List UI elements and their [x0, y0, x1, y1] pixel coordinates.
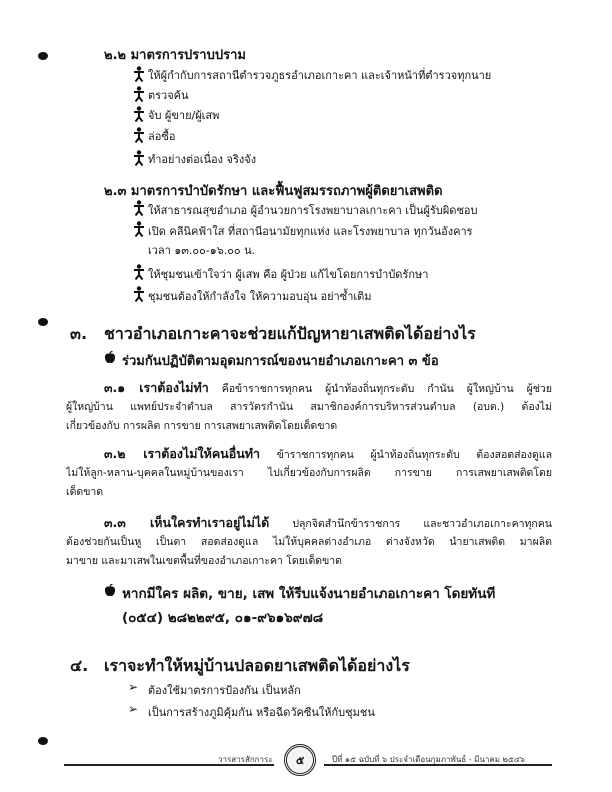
paragraph-3-3-line-3: มาขาย และมาเสพในเขตพื้นที่ของอำเภอเกาะคา โดยเด็ดขาด: [66, 555, 342, 567]
punch-hole-bottom: [38, 737, 48, 745]
section-3-number: ๓.: [70, 324, 88, 343]
paragraph-3-2-line-3: เด็ดขาด: [66, 486, 104, 498]
person-icon: [133, 150, 145, 166]
list-item: ทำอย่างต่อเนื่อง จริงจัง: [148, 153, 257, 166]
list-item: ให้สาธารณสุขอำเภอ ผู้อำนวยการโรงพยาบาลเกาะคา เป็นผู้รับผิดชอบ: [148, 204, 478, 217]
paragraph-text: ข้าราชการทุกคน ผู้นำท้องถิ่นทุกระดับ ต้องสอดส่องดูแล: [276, 449, 552, 461]
person-icon: [133, 286, 145, 302]
arrow-right-icon: ➢: [128, 680, 139, 694]
list-item: ให้ผู้กำกับการสถานีตำรวจภูธรอำเภอเกาะคา และเจ้าหน้าที่ตำรวจทุกนาย: [148, 69, 492, 82]
list-item: เป็นการสร้างภูมิคุ้มกัน หรือฉีดวัคซีนให้กับชุมชน: [148, 706, 375, 719]
section-2-2-title: ๒.๒ มาตรการปราบปราม: [104, 48, 246, 63]
list-item: เปิด คลีนิคฟ้าใส ที่สถานีอนามัยทุกแห่ง และโรงพยาบาล ทุกวันอังคาร: [148, 225, 473, 238]
paragraph-3-2-line-2: ไม่ให้ลูก-หลาน-บุคคลในหมู่บ้านของเรา ไปเกี่ยวข้องกับการผลิต การขาย การเสพยาเสพติดโดย: [66, 467, 552, 479]
list-item: ชุมชนต้องให้กำลังใจ ให้ความอบอุ่น อย่าซ้ำเติม: [148, 290, 372, 303]
apple-icon: [104, 351, 116, 364]
list-item: ล่อซื้อ: [148, 130, 176, 143]
person-icon: [133, 106, 145, 122]
page-number: ๕: [295, 754, 305, 767]
punch-hole-top: [38, 52, 48, 60]
person-icon: [133, 127, 145, 143]
footer-right-text: ปีที่ ๑๕ ฉบับที่ ๖ ประจำเดือนกุมภาพันธ์ - มีนาคม ๒๕๔๖: [332, 755, 526, 764]
person-icon: [133, 86, 145, 102]
section-2-3-title: ๒.๓ มาตรการบำบัดรักษา และฟื้นฟูสมรรถภาพผู้ติดยาเสพติด: [104, 184, 443, 199]
paragraph-3-1-heading: ๓.๑ เราต้องไม่ทำ: [104, 380, 209, 395]
paragraph-3-2-line-1: [104, 444, 552, 464]
arrow-right-icon: ➢: [128, 702, 139, 716]
section-3-title: ชาวอำเภอเกาะคาจะช่วยแก้ปัญหายาเสพติดได้อย่างไร: [104, 324, 476, 343]
section-4-number: ๔.: [70, 656, 89, 675]
paragraph-text: ปลุกจิตสำนึกข้าราชการ และชาวอำเภอเกาะคาทุกคน: [292, 518, 552, 530]
report-phone-numbers: (๐๕๔) ๒๘๒๒๙๕, ๐๑-๙๖๑๖๙๗๘: [122, 610, 324, 626]
section-3-subtitle: ร่วมกันปฏิบัติตามอุดมการณ์ของนายอำเภอเกาะคา ๓ ข้อ: [122, 354, 439, 369]
person-icon: [133, 200, 145, 216]
list-item-continuation: เวลา ๑๓.๐๐-๑๖.๐๐ น.: [148, 244, 256, 257]
list-item: ต้องใช้มาตรการป้องกัน เป็นหลัก: [148, 684, 301, 697]
person-icon: [133, 66, 145, 82]
paragraph-3-1-line-1: [104, 378, 552, 398]
paragraph-3-3-heading: ๓.๓ เห็นใครทำเราอยู่ไม่ได้: [104, 515, 270, 530]
apple-icon: [104, 584, 116, 597]
paragraph-3-3-line-1: [104, 513, 552, 533]
person-icon: [133, 264, 145, 280]
section-4-title: เราจะทำให้หมู่บ้านปลอดยาเสพติดได้อย่างไร: [104, 656, 410, 675]
person-icon: [133, 221, 145, 237]
paragraph-3-2-heading: ๓.๒ เราต้องไม่ให้คนอื่นทำ: [104, 446, 261, 461]
list-item: จับ ผู้ขาย/ผู้เสพ: [148, 109, 220, 122]
list-item: ตรวจค้น: [148, 89, 189, 102]
report-instruction: หากมีใคร ผลิต, ขาย, เสพ ให้รีบแจ้งนายอำเภอเกาะคา โดยทันที: [122, 586, 496, 602]
paragraph-3-3-line-2: ต้องช่วยกันเป็นหู เป็นตา สอดส่องดูแล ไม่ให้บุคคลต่างอำเภอ ต่างจังหวัด นำยาเสพติด มาผลิต: [66, 536, 552, 548]
page-number-badge: [284, 744, 316, 776]
footer-left-text: วารสารสักการะ: [218, 755, 273, 764]
list-item: ให้ชุมชนเข้าใจว่า ผู้เสพ คือ ผู้ป่วย แก้ไขโดยการบำบัดรักษา: [148, 268, 429, 281]
paragraph-text: คือข้าราชการทุกคน ผู้นำท้องถิ่นทุกระดับ กำนัน ผู้ใหญ่บ้าน ผู้ช่วย: [221, 383, 552, 395]
paragraph-3-1-line-3: เกี่ยวข้องกับ การผลิต การขาย การเสพยาเสพติดโดยเด็ดขาด: [66, 420, 338, 432]
punch-hole-middle: [38, 318, 48, 326]
paragraph-3-1-line-2: ผู้ใหญ่บ้าน แพทย์ประจำตำบล สารวัตรกำนัน สมาชิกองค์การบริหารส่วนตำบล (อบต.) ต้องไม่: [66, 401, 552, 413]
